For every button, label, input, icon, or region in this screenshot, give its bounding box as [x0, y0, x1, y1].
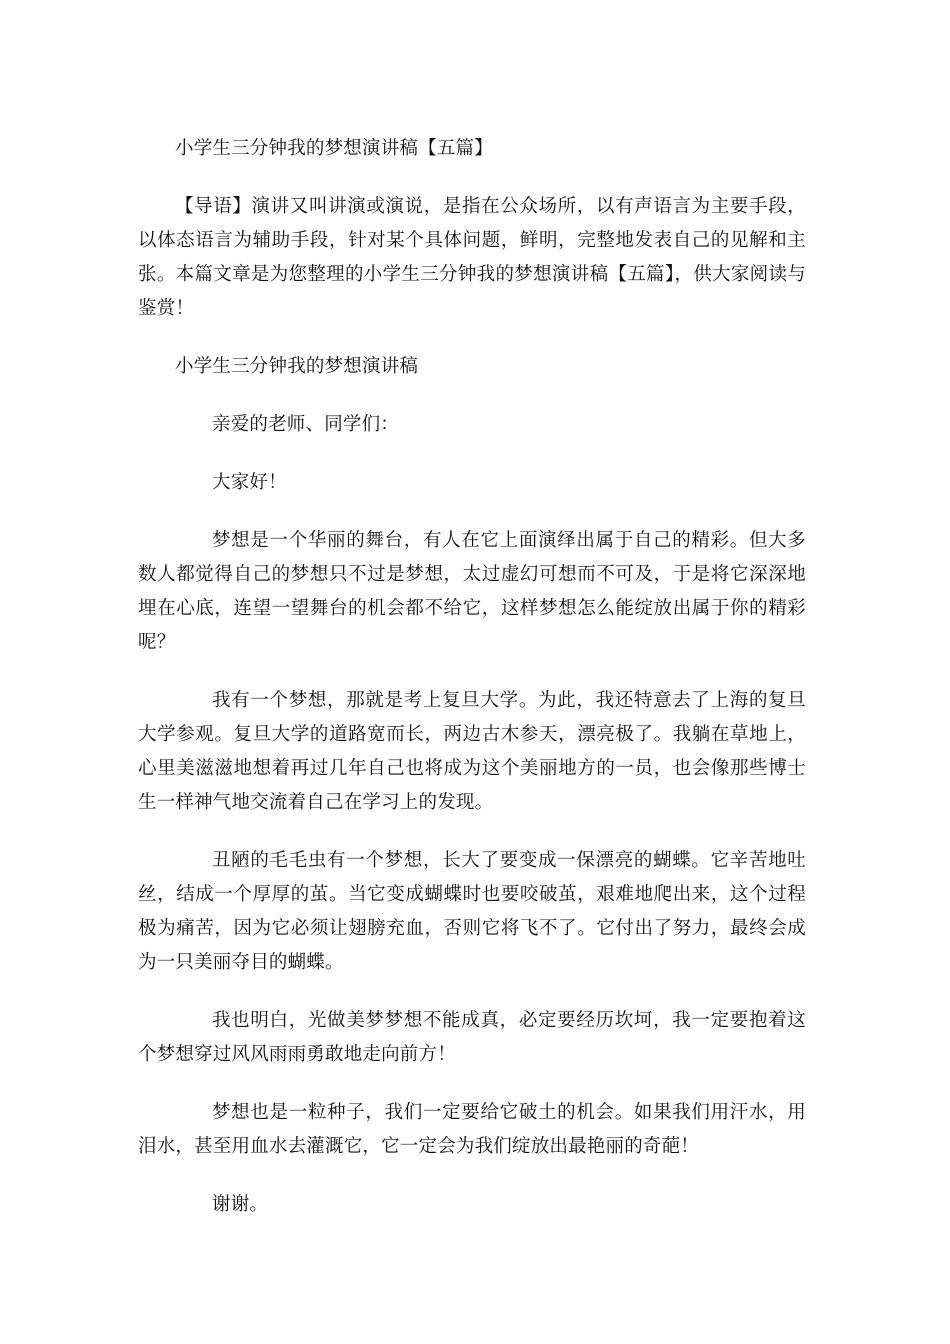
greeting: 大家好！: [212, 472, 287, 493]
body-paragraph: 梦想是一个华丽的舞台，有人在它上面演绎出属于自己的精彩。但大多数人都觉得自己的梦想只不过是梦想，太过虚幻可想而不可及，于是将它深深地埋在心底，连望一望舞台的机会都不给它，这样梦想怎么能绽放出属于你的精彩呢？: [138, 530, 806, 653]
salutation: 亲爱的老师、同学们：: [212, 414, 400, 435]
body-paragraph: 我也明白，光做美梦梦想不能成真，必定要经历坎坷，我一定要抱着这个梦想穿过风风雨雨勇敢地走向前方！: [138, 1010, 806, 1065]
body-paragraph: 梦想也是一粒种子，我们一定要给它破土的机会。如果我们用汗水，用泪水，甚至用血水去灌溉它，它一定会为我们绽放出最艳丽的奇葩！: [138, 1102, 806, 1157]
closing: 谢谢。: [212, 1194, 269, 1215]
body-paragraph: 丑陋的毛毛虫有一个梦想，长大了要变成一保漂亮的蝴蝶。它辛苦地吐丝，结成一个厚厚的茧。当它变成蝴蝶时也要咬破茧，艰难地爬出来，这个过程极为痛苦，因为它必须让翅膀充血，否则它将飞不了。它付出了努力，最终会成为一只美丽夺目的蝴蝶。: [138, 850, 806, 973]
intro-paragraph: 【导语】演讲又叫讲演或演说，是指在公众场所，以有声语言为主要手段，以体态语言为辅助手段，针对某个具体问题，鲜明，完整地发表自己的见解和主张。本篇文章是为您整理的小学生三分钟我的梦想演讲稿【五篇】，供大家阅读与鉴赏！: [138, 196, 806, 319]
section-title: 小学生三分钟我的梦想演讲稿: [175, 356, 419, 377]
body-paragraph: 我有一个梦想，那就是考上复旦大学。为此，我还特意去了上海的复旦大学参观。复旦大学的道路宽而长，两边古木参天，漂亮极了。我躺在草地上，心里美滋滋地想着再过几年自己也将成为这个美丽地方的一员，也会像那些博士生一样神气地交流着自己在学习上的发现。: [138, 690, 806, 813]
document-body: [138, 132, 806, 1246]
document-title: 小学生三分钟我的梦想演讲稿【五篇】: [175, 138, 493, 159]
